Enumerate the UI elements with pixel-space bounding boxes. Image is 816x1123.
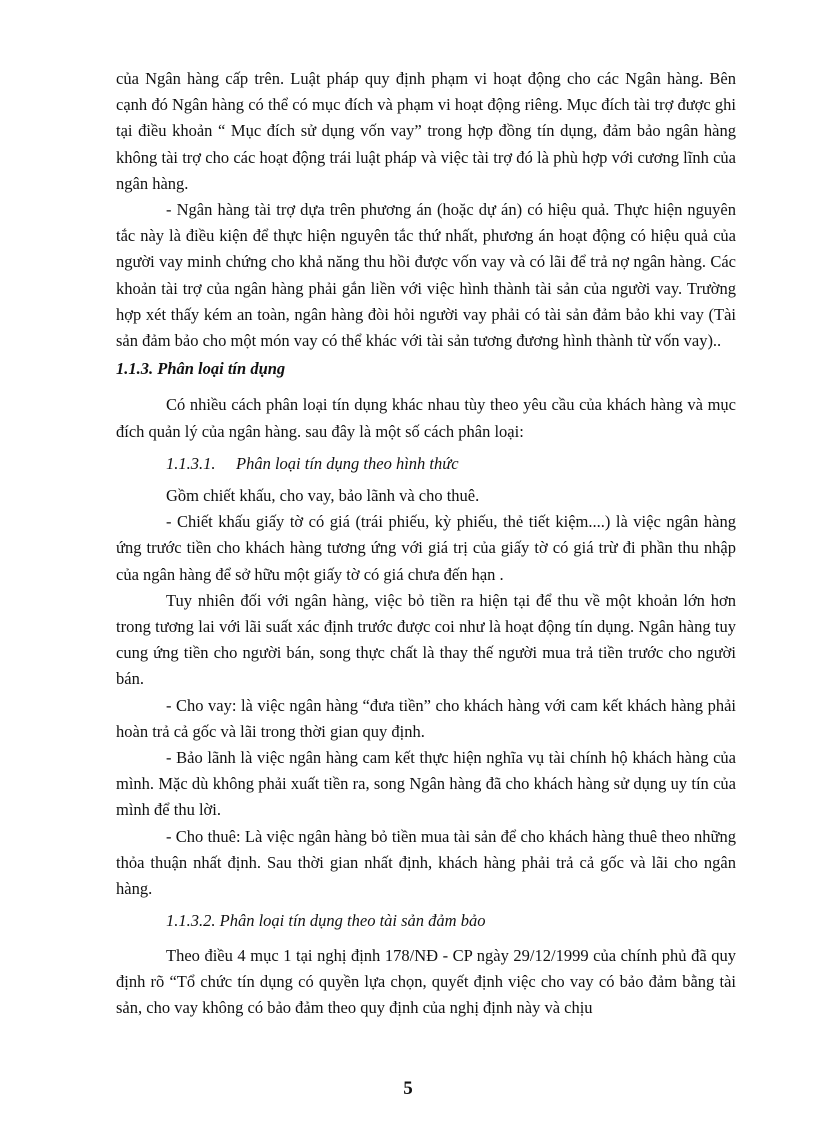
paragraph-10: Theo điều 4 mục 1 tại nghị định 178/NĐ - CP ngày 29/12/1999 của chính phủ đã quy định rõ “Tổ chức tín dụng có quyền lựa chọn, quyết định việc cho vay có bảo đảm bằng tài sản, cho vay không có bảo đảm theo quy định của nghị định này và chịu — [116, 945, 736, 1017]
paragraph-3: Có nhiều cách phân loại tín dụng khác nhau tùy theo yêu cầu của khách hàng và mục đích quản lý của ngân hàng. sau đây là một số cách phân loại: — [116, 395, 736, 441]
paragraph-4: Gồm chiết khấu, cho vay, bảo lãnh và cho thuê. — [166, 486, 480, 506]
page-number: 5 — [403, 1078, 413, 1099]
subsection-title: Phân loại tín dụng theo hình thức — [236, 453, 459, 473]
subsection-heading-1-1-3-2: 1.1.3.2. Phân loại tín dụng theo tài sản đảm bảo — [166, 911, 486, 931]
paragraph-6: Tuy nhiên đối với ngân hàng, việc bỏ tiền ra hiện tại để thu về một khoản lớn hơn trong tương lai với lãi suất xác định trước được coi như là hoạt động tín dụng. Ngân hàng tuy cung ứng tiền cho người bán, song thực chất là thay thế người mua trả tiền trước cho người bán. — [116, 590, 736, 689]
paragraph-7: - Cho vay: là việc ngân hàng “đưa tiền” cho khách hàng với cam kết khách hàng phải hoàn trả cả gốc và lãi trong thời gian quy định. — [116, 695, 736, 741]
paragraph-8: - Bảo lãnh là việc ngân hàng cam kết thực hiện nghĩa vụ tài chính hộ khách hàng của mình. Mặc dù không phải xuất tiền ra, song Ngân hàng đã cho khách hàng sử dụng uy tín của mình để thu lời. — [116, 748, 736, 820]
paragraph-1: của Ngân hàng cấp trên. Luật pháp quy định phạm vi hoạt động cho các Ngân hàng. Bên cạnh đó Ngân hàng có thể có mục đích và phạm vi hoạt động riêng. Mục đích tài trợ được ghi tại điều khoản “ Mục đích sử dụng vốn vay” trong hợp đồng tín dụng, đảm bảo ngân hàng không tài trợ cho các hoạt động trái luật pháp và việc tài trợ đó là phù hợp với cương lĩnh của ngân hàng. — [116, 69, 736, 193]
subsection-heading-1-1-3-1 — [166, 451, 736, 477]
paragraph-9: - Cho thuê: Là việc ngân hàng bỏ tiền mua tài sản để cho khách hàng thuê theo những thỏa thuận nhất định. Sau thời gian nhất định, khách hàng phải trả cả gốc và lãi cho ngân hàng. — [116, 826, 736, 899]
subsection-number: 1.1.3.1. — [166, 453, 216, 473]
paragraph-5: - Chiết khấu giấy tờ có giá (trái phiếu, kỳ phiếu, thẻ tiết kiệm....) là việc ngân hàng ứng trước tiền cho khách hàng tương ứng với giá trị của giấy tờ có giá trừ đi phần thu nhập của ngân hàng để sở hữu một giấy tờ có giá chưa đến hạn . — [116, 512, 736, 584]
document-page — [116, 66, 736, 1021]
section-heading-1-1-3: 1.1.3. Phân loại tín dụng — [116, 359, 286, 379]
paragraph-2: - Ngân hàng tài trợ dựa trên phương án (hoặc dự án) có hiệu quả. Thực hiện nguyên tắc này là điều kiện để thực hiện nguyên tắc thứ nhất, phương án hoạt động có hiệu quả của người vay minh chứng cho khả năng thu hồi được vốn vay và có lãi để trả nợ ngân hàng. Các khoản tài trợ của ngân hàng phải gắn liền với việc hình thành tài sản của người vay. Trường hợp xét thấy kém an toàn, ngân hàng đòi hỏi người vay phải có tài sản đảm bảo khi vay (Tài sản đảm bảo cho một món vay có thể khác với tài sản tương đương hình thành từ vốn vay).. — [116, 200, 736, 351]
